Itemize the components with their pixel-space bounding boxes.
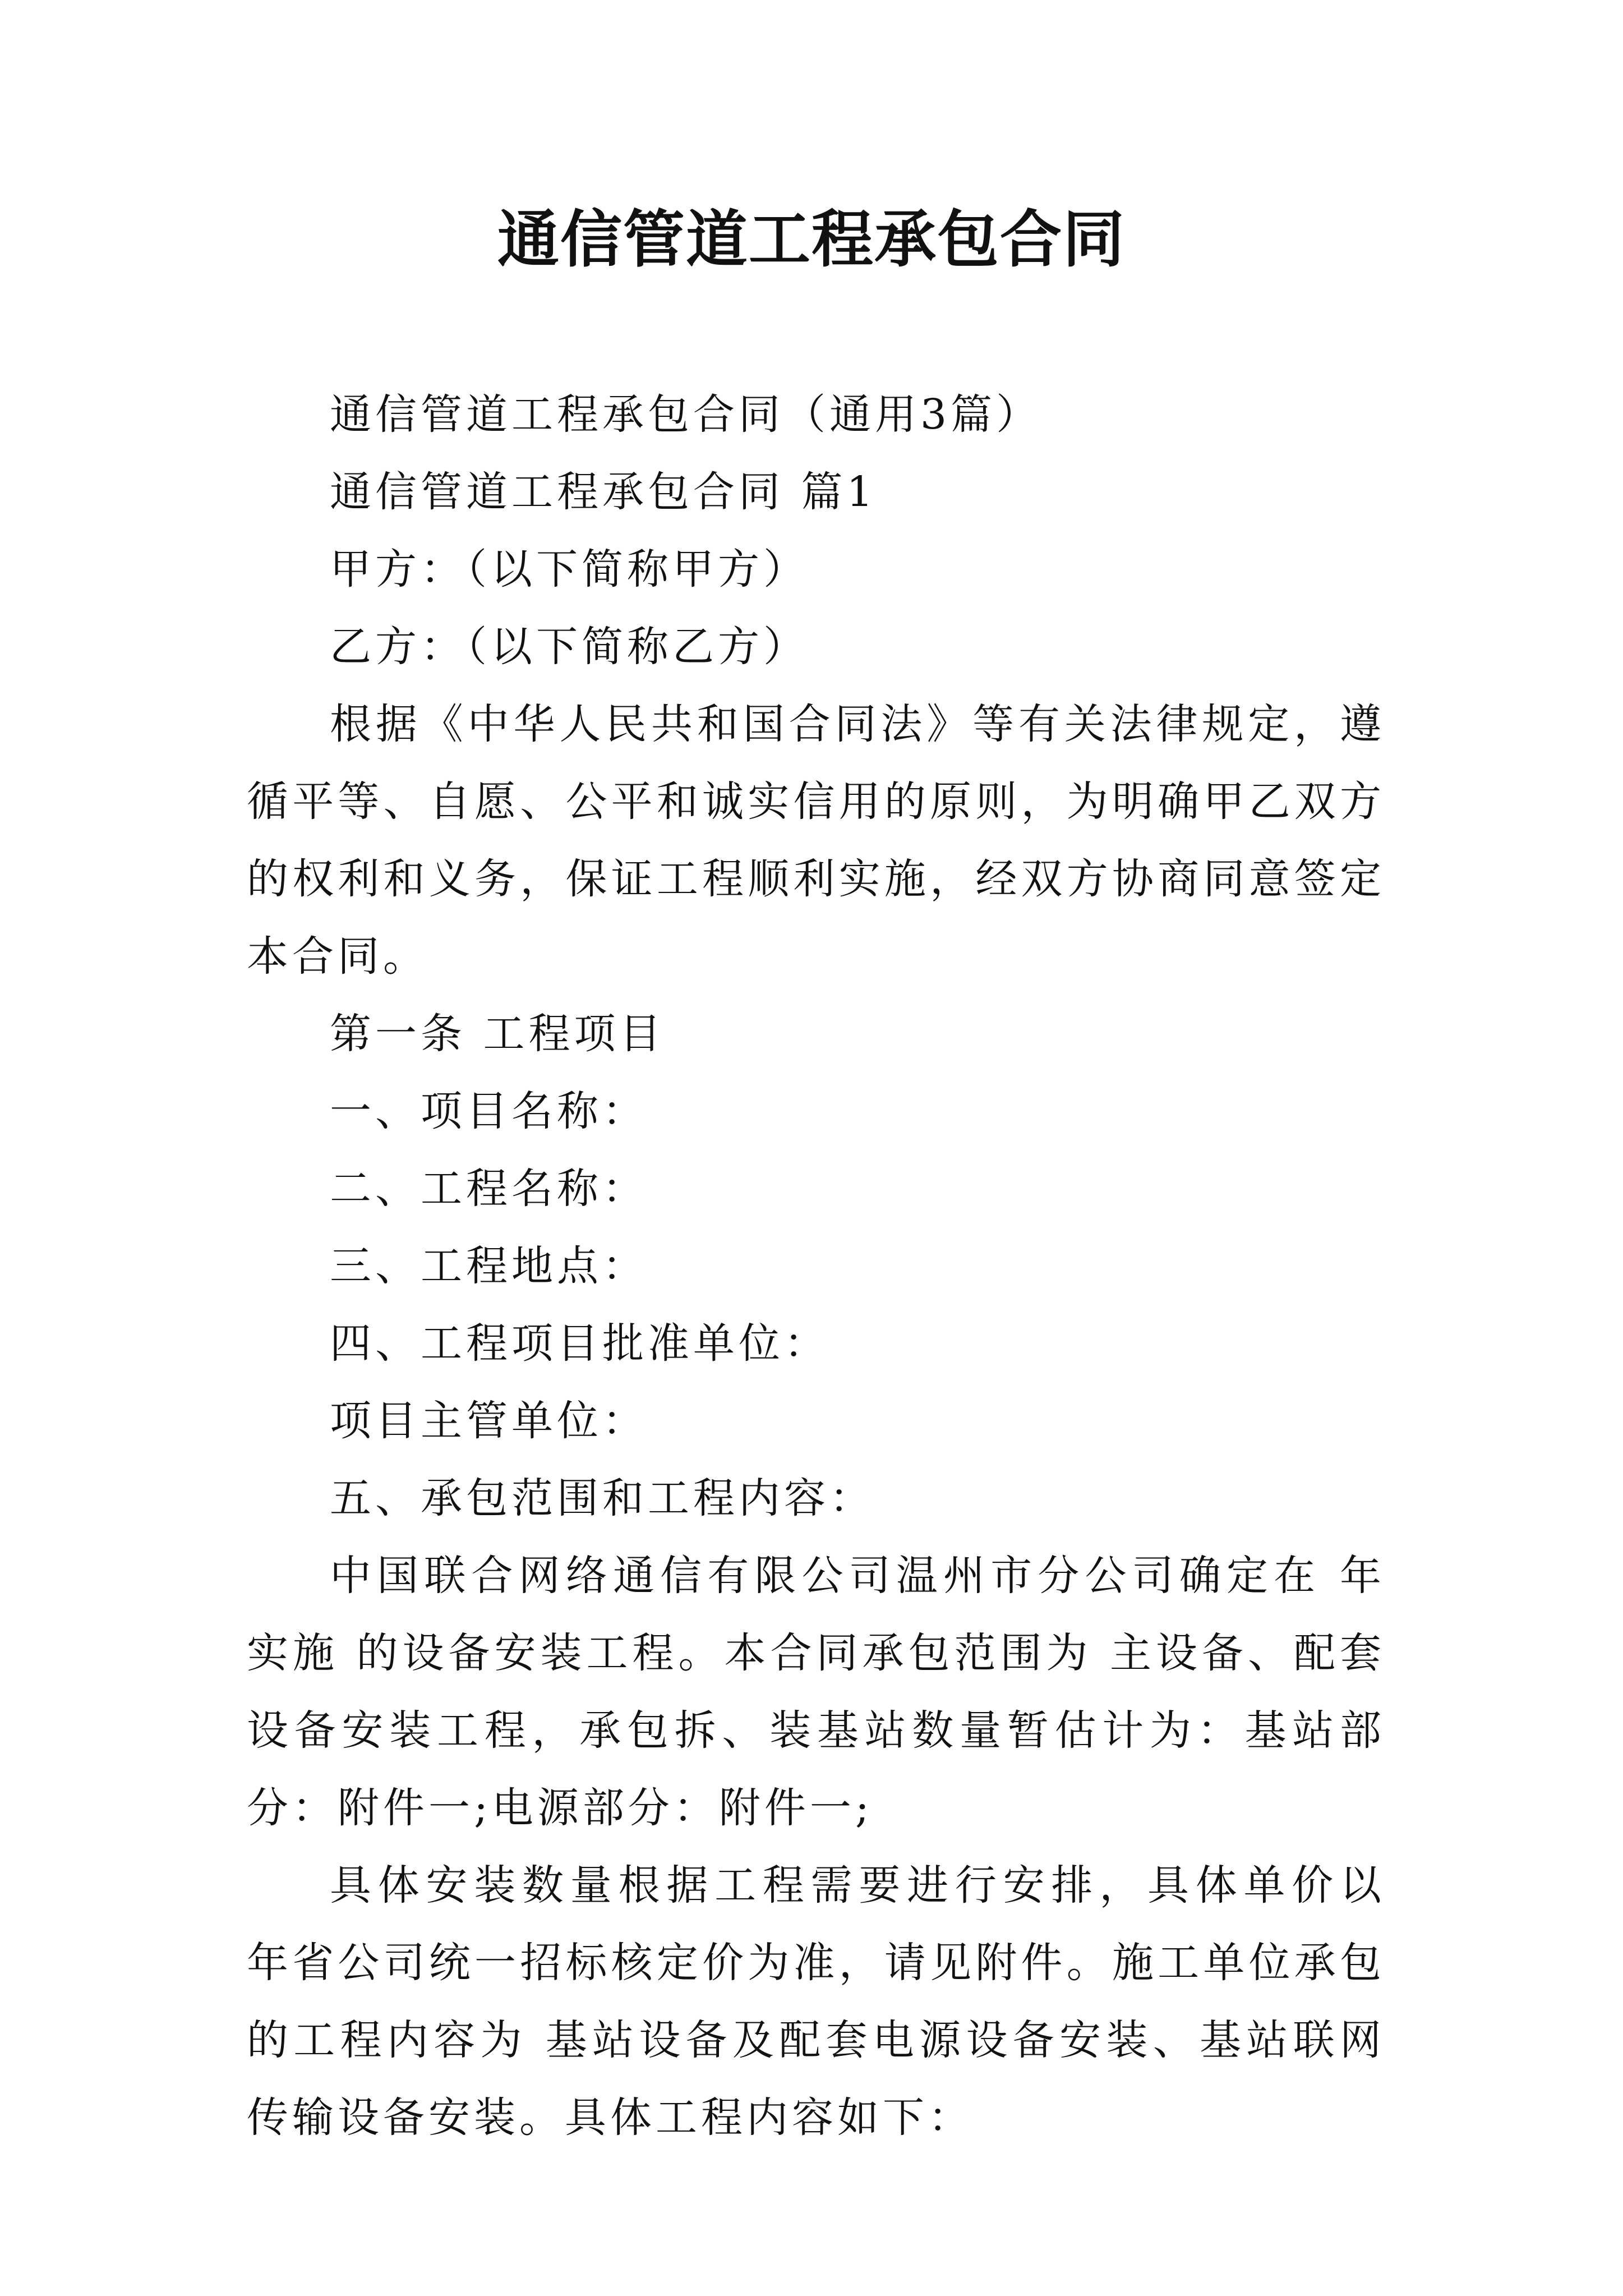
engineering-location-line: 三、工程地点： (330, 1242, 648, 1290)
project-name-line: 一、项目名称： (330, 1087, 648, 1135)
engineering-name-line: 二、工程名称： (330, 1165, 648, 1213)
scope-heading-line: 五、承包范围和工程内容： (330, 1474, 875, 1522)
subtitle-paragraph: 通信管道工程承包合同（通用3篇） (330, 390, 1042, 439)
approval-unit-line: 四、工程项目批准单位： (330, 1319, 829, 1368)
document-title: 通信管道工程承包合同 (497, 203, 1126, 275)
article-1-heading: 第一条 工程项目 (330, 1010, 665, 1058)
party-a-line: 甲方：（以下简称甲方） (330, 545, 809, 593)
preamble-paragraph: 根据《中华人民共和国合同法》等有关法律规定，遵循平等、自愿、公平和诚实信用的原则，为明确甲乙双方的权利和义务，保证工程顺利实施，经双方协商同意签定本合同。 (247, 700, 1385, 981)
document-body (247, 376, 1403, 2156)
section-heading-part-1: 通信管道工程承包合同 篇1 (330, 468, 877, 516)
supervising-unit-line: 项目主管单位： (330, 1397, 648, 1445)
details-paragraph: 具体安装数量根据工程需要进行安排，具体单价以 年省公司统一招标核定价为准，请见附件。施工单位承包的工程内容为 基站设备及配套电源设备安装、基站联网传输设备安装。具体工程内容如下： (247, 1861, 1403, 2142)
scope-paragraph: 中国联合网络通信有限公司温州市分公司确定在 年实施 的设备安装工程。本合同承包范围为 主设备、配套设备安装工程，承包拆、装基站数量暂估计为：基站部分：附件一;电源部分：附件一; (247, 1552, 1385, 1832)
party-b-line: 乙方：（以下简称乙方） (330, 623, 809, 671)
